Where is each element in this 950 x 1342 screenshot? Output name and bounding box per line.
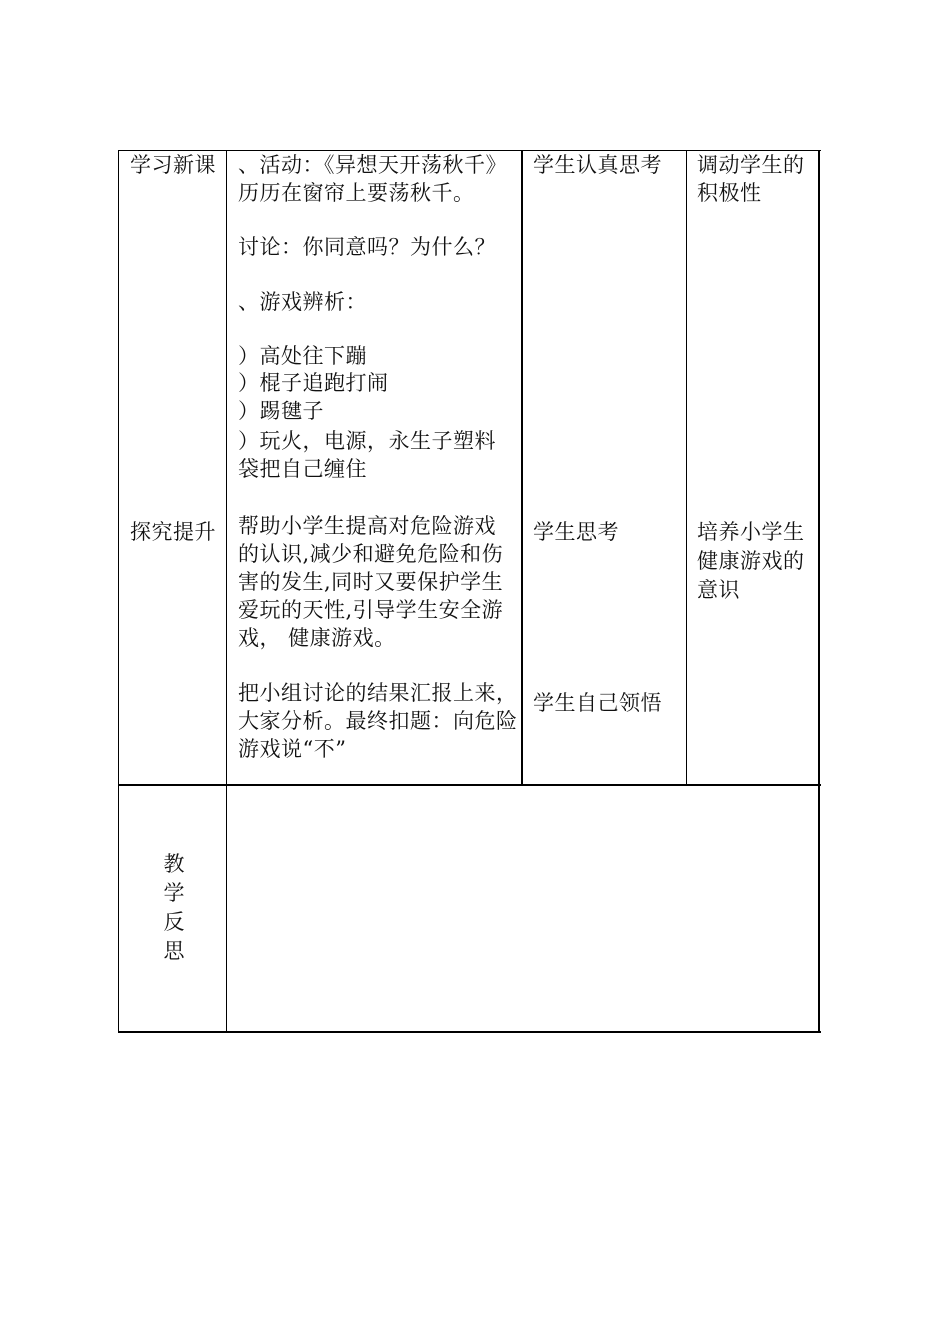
section-label-learn: 学习新课 <box>130 153 216 177</box>
game-item: ）踢毽子 <box>238 399 324 423</box>
row-divider <box>118 784 821 786</box>
purpose-line: 积极性 <box>697 181 762 205</box>
explore-text-line: 的认识,减少和避免危险和伤 <box>238 542 504 566</box>
game-item: ）棍子追跑打闹 <box>238 371 389 395</box>
reflection-label-char: 思 <box>163 939 185 963</box>
table-bottom-border <box>118 1031 821 1033</box>
game-heading: 、游戏辨析： <box>238 290 367 314</box>
reflection-label-char: 反 <box>163 910 185 934</box>
summary-text-line: 大家分析。最终扣题：向危险 <box>238 709 518 733</box>
purpose-line: 意识 <box>697 578 740 602</box>
student-activity-realize: 学生自己领悟 <box>533 691 662 715</box>
explore-text-line: 爱玩的天性,引导学生安全游 <box>238 598 504 622</box>
explore-text-line: 戏， 健康游戏。 <box>238 626 396 650</box>
student-activity-think: 学生思考 <box>533 520 619 544</box>
section-label-explore: 探究提升 <box>130 520 216 544</box>
reflection-label-char: 学 <box>163 881 185 905</box>
column-divider-3 <box>686 150 687 785</box>
game-item-continued: 袋把自己缠住 <box>238 457 367 481</box>
reflection-label-char: 教 <box>163 852 185 876</box>
table-right-border <box>818 150 820 1033</box>
table-left-border <box>118 150 119 1033</box>
purpose-line: 健康游戏的 <box>697 549 805 573</box>
column-divider-1 <box>226 150 227 1033</box>
activity-line-2: 历历在窗帘上要荡秋千。 <box>238 181 475 205</box>
purpose-line: 培养小学生 <box>697 520 805 544</box>
summary-text-line: 把小组讨论的结果汇报上来， <box>238 681 518 705</box>
explore-text-line: 害的发生,同时又要保护学生 <box>238 570 504 594</box>
activity-title: 、活动：《异想天开荡秋千》 <box>238 153 507 177</box>
column-divider-2 <box>521 150 523 785</box>
summary-text-line: 游戏说“不” <box>238 737 347 761</box>
student-activity-think-carefully: 学生认真思考 <box>533 153 662 177</box>
purpose-line: 调动学生的 <box>697 153 805 177</box>
game-item: ）高处往下蹦 <box>238 344 367 368</box>
explore-text-line: 帮助小学生提高对危险游戏 <box>238 514 496 538</box>
game-item: ）玩火，电源，永生子塑料 <box>238 429 496 453</box>
discussion-question: 讨论：你同意吗？为什么？ <box>238 235 496 259</box>
